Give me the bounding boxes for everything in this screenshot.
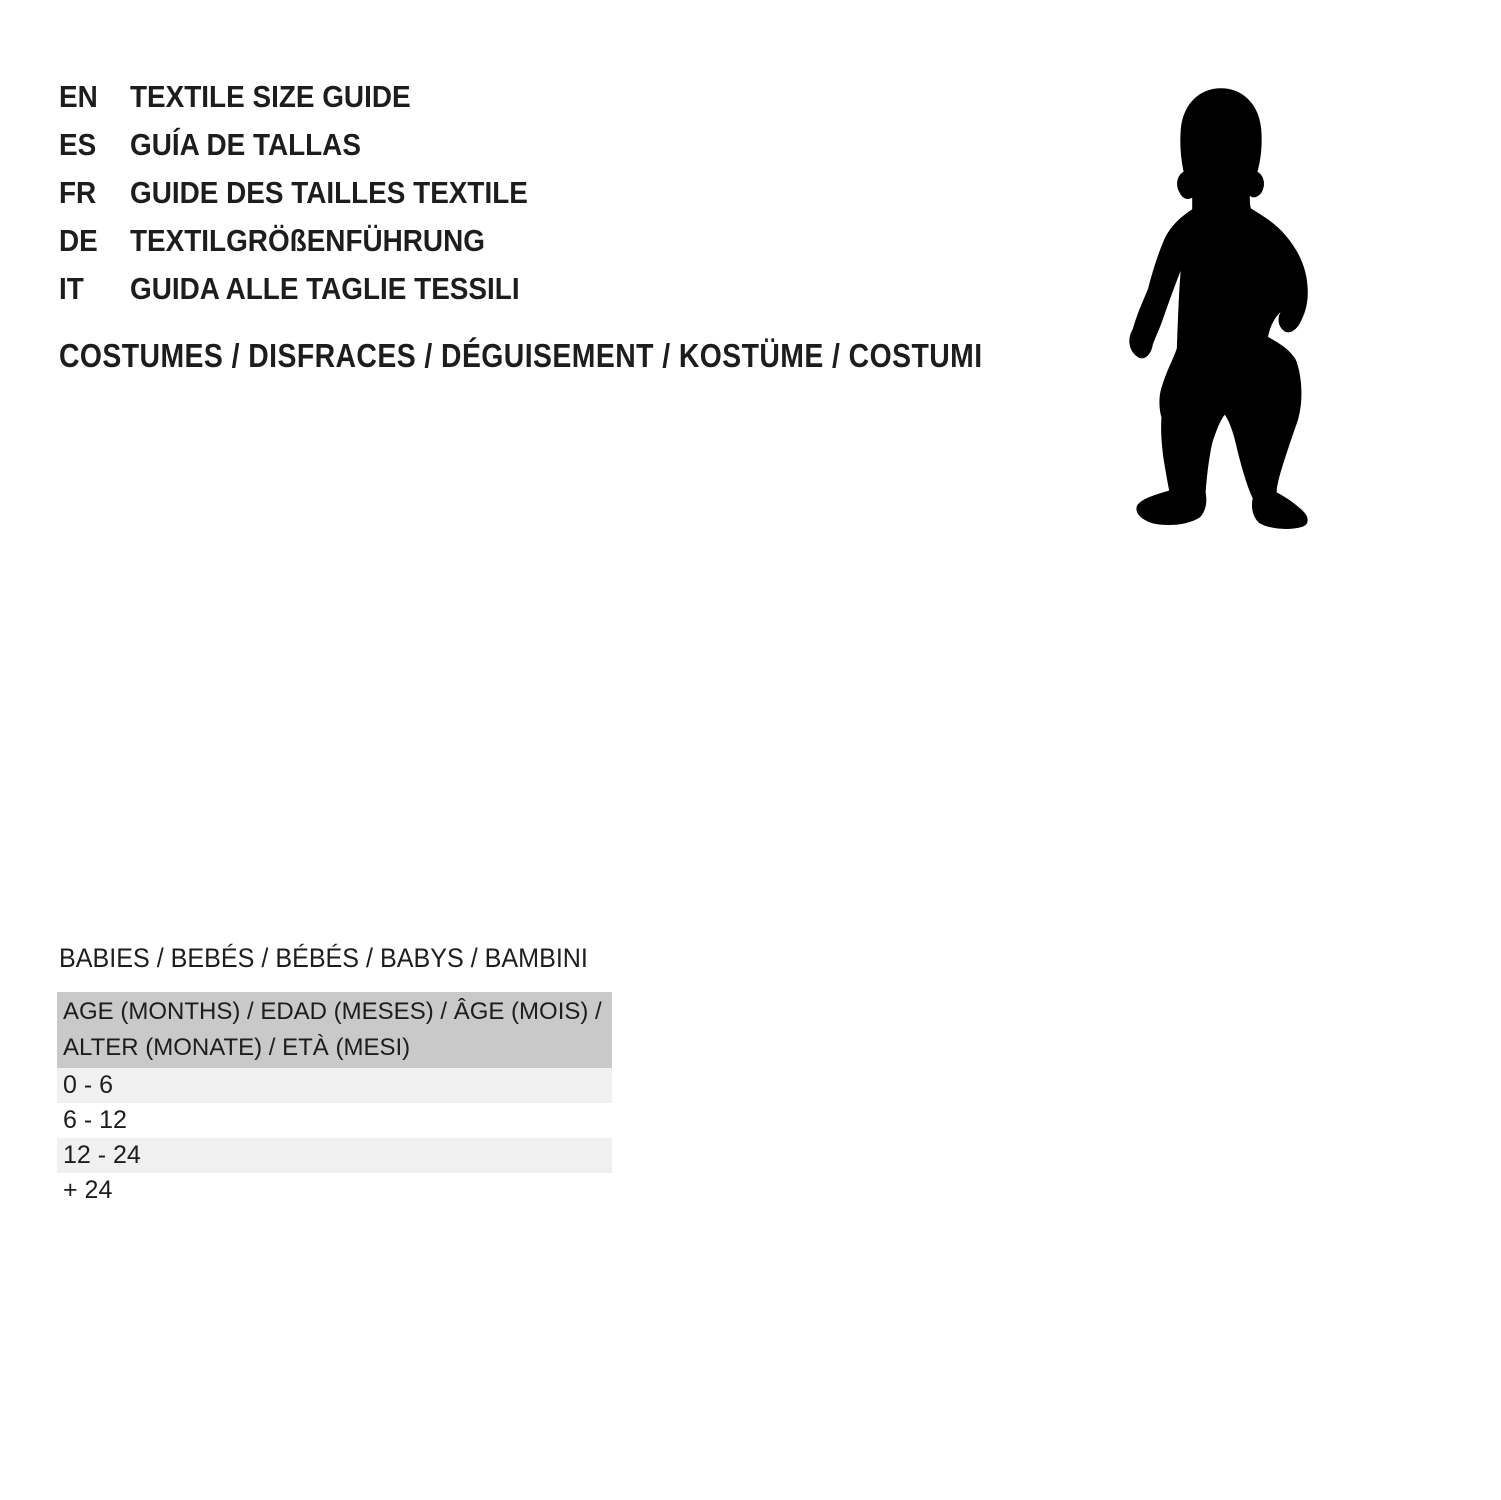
language-code: IT bbox=[59, 271, 84, 306]
language-code: EN bbox=[59, 79, 98, 114]
language-label: GUIDE DES TAILLES TEXTILE bbox=[130, 175, 528, 210]
category-line: COSTUMES / DISFRACES / DÉGUISEMENT / KOSTÜME / COSTUMI bbox=[59, 337, 983, 374]
language-code: ES bbox=[59, 127, 97, 162]
language-label: TEXTILGRÖßENFÜHRUNG bbox=[130, 223, 485, 258]
language-code: FR bbox=[59, 175, 97, 210]
language-label: GUÍA DE TALLAS bbox=[130, 127, 361, 162]
language-code: DE bbox=[59, 223, 98, 258]
language-label: TEXTILE SIZE GUIDE bbox=[130, 79, 411, 114]
table-row: 0 - 6 bbox=[57, 1068, 612, 1103]
age-size-table bbox=[57, 992, 612, 1208]
table-header-age: AGE (MONTHS) / EDAD (MESES) / ÂGE (MOIS) / ALTER (MONATE) / ETÀ (MESI) bbox=[57, 992, 612, 1068]
table-row: 12 - 24 bbox=[57, 1138, 612, 1173]
baby-silhouette-icon bbox=[1125, 75, 1317, 545]
language-label: GUIDA ALLE TAGLIE TESSILI bbox=[130, 271, 520, 306]
table-row: + 24 bbox=[57, 1173, 612, 1208]
section-title-babies: BABIES / BEBÉS / BÉBÉS / BABYS / BAMBINI bbox=[59, 943, 588, 973]
table-row: 6 - 12 bbox=[57, 1103, 612, 1138]
